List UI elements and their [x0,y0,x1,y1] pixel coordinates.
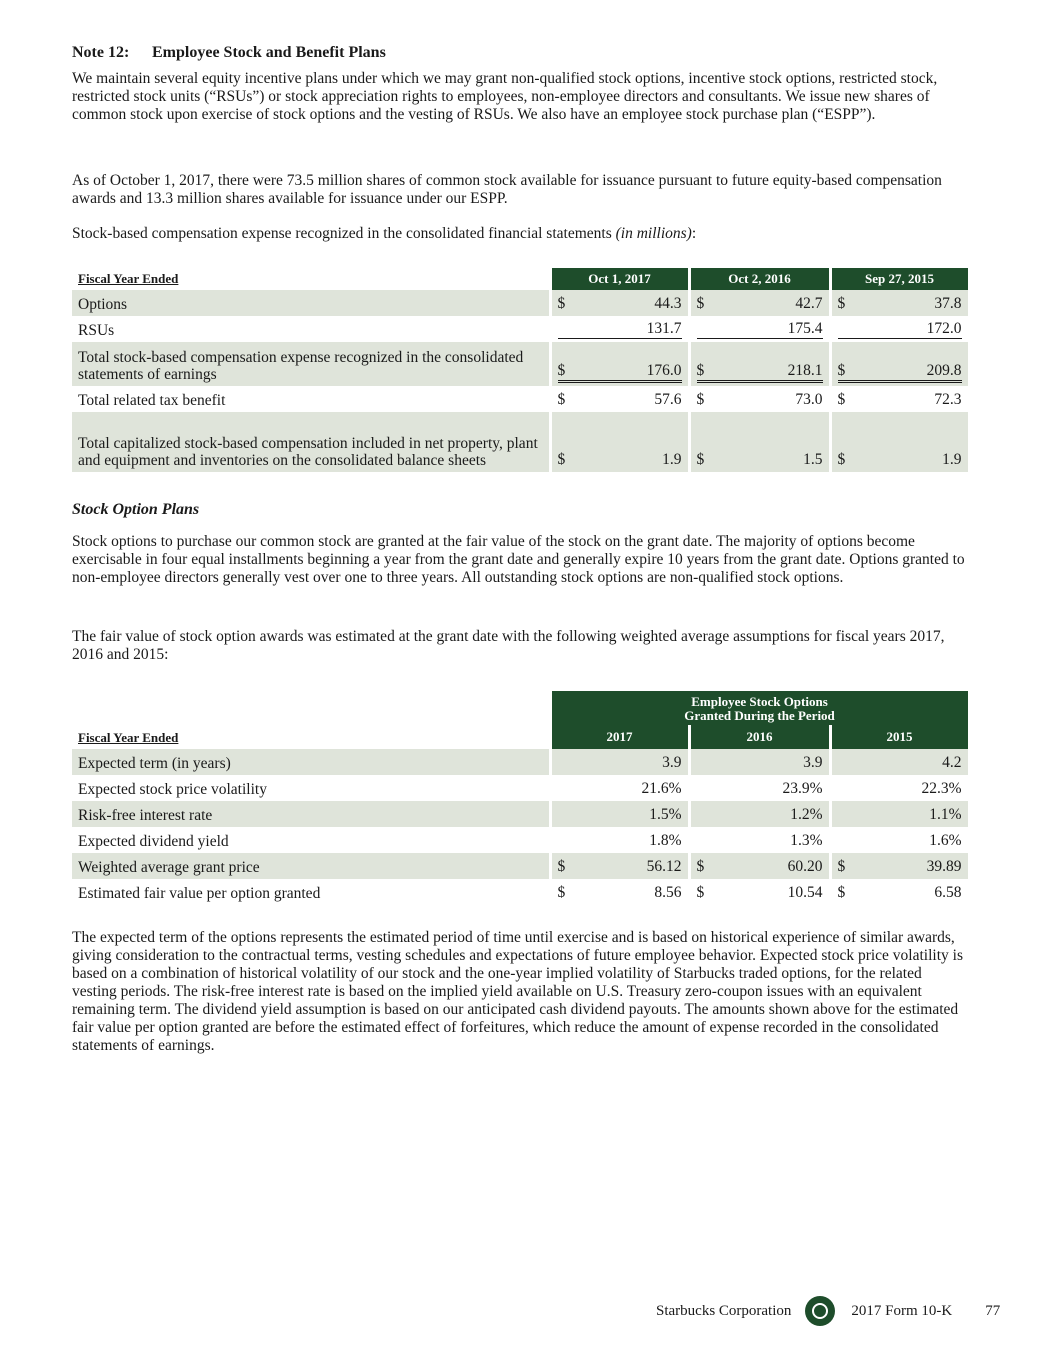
starbucks-logo-icon [805,1296,835,1326]
row-label: Risk-free interest rate [72,801,550,827]
expense-intro-text: Stock-based compensation expense recognized in the consolidated financial statements [72,225,616,242]
currency-symbol: $ [696,391,705,408]
cell-value: 3.9 [803,754,823,771]
table-row [72,386,969,412]
column-header: Sep 27, 2015 [830,268,969,290]
option-assumptions-table [72,691,971,905]
section-title: Stock Option Plans [72,501,200,518]
currency-symbol: $ [557,295,566,312]
column-header: 2016 [689,725,830,749]
currency-symbol: $ [837,884,846,901]
table-row [72,827,969,853]
row-label: Estimated fair value per option granted [78,885,321,902]
cell-value: 4.2 [942,754,962,771]
currency-symbol: $ [837,362,846,379]
cell-value: 39.89 [926,858,962,875]
cell-value: 6.58 [934,884,962,901]
cell-value: 1.9 [942,451,962,468]
cell-value: 57.6 [654,391,682,408]
table-row [72,290,969,316]
note-heading [72,44,386,62]
column-header: Oct 1, 2017 [550,268,689,290]
group-header-line2: Granted During the Period [684,708,835,723]
shares-available-paragraph: As of October 1, 2017, there were 73.5 million shares of common stock available for issuance pursuant to future equity-based compensation awards and 13.3 million shares available for issuance under our ESPP. [72,172,942,207]
row-label: RSUs [78,322,115,339]
note-title: Employee Stock and Benefit Plans [152,44,386,61]
fiscal-year-header: Fiscal Year Ended [78,271,179,286]
table-row [72,316,969,342]
cell-value: 42.7 [795,295,823,312]
footer-form: 2017 Form 10-K [851,1302,953,1319]
column-header: Oct 2, 2016 [689,268,830,290]
currency-symbol: $ [557,884,566,901]
currency-symbol: $ [837,858,846,875]
currency-symbol: $ [557,391,566,408]
cell-value: 1.9 [662,451,682,468]
page-number: 77 [985,1302,1001,1319]
row-label: Expected term (in years) [72,749,550,775]
expense-intro-colon: : [691,225,697,242]
table-row [72,853,969,879]
currency-symbol: $ [837,451,846,468]
currency-symbol: $ [696,451,705,468]
page-footer [656,1296,1000,1326]
currency-symbol: $ [696,295,705,312]
table-row [72,749,969,775]
expected-term-paragraph: The expected term of the options represents the estimated period of time until exercise and is based on historical experience of similar awards, giving consideration to the contractual terms, vesting schedules and expectations of future employee behavior. Expected stock price volatility is based on a combination of historical volatility of our stock and the one-year implied volatility of Starbucks traded options, for the related vesting periods. The risk-free interest rate is based on the implied yield available on U.S. Treasury zero-coupon issues with an equivalent remaining term. The dividend yield assumption is based on our anticipated cash dividend payouts. The amounts shown above for the estimated fair value per option granted are before the estimated effect of forfeitures, which reduce the amount of expense recorded in the consolidated statements of earnings. [72,929,963,1054]
units-note: (in millions) [615,225,692,242]
cell-value: 10.54 [787,884,823,901]
cell-value: 131.7 [646,320,682,337]
currency-symbol: $ [837,295,846,312]
currency-symbol: $ [557,362,566,379]
cell-value: 209.8 [926,362,962,379]
cell-value: 1.3% [790,832,823,849]
cell-value: 1.6% [929,832,962,849]
footer-company: Starbucks Corporation [656,1302,792,1319]
table-row [72,412,969,472]
cell-value: 72.3 [934,391,962,408]
table-row [72,775,969,801]
row-label: Expected dividend yield [78,833,229,850]
cell-value: 37.8 [934,295,962,312]
group-header-line1: Employee Stock Options [691,694,828,709]
row-label: Weighted average grant price [72,853,550,879]
table-row [72,342,969,386]
cell-value: 44.3 [654,295,682,312]
stock-option-paragraph: Stock options to purchase our common stock are granted at the fair value of the stock on the grant date. The majority of options become exercisable in four equal installments beginning a year from the grant date and generally expire 10 years from the grant date. Options granted to non-employee directors generally vest over one to three years. All outstanding stock options are non-qualified stock options. [72,533,965,586]
table-row [72,879,969,905]
cell-value: 175.4 [787,320,823,337]
row-label: Total stock-based compensation expense recognized in the consolidated statements of earnings [72,342,550,386]
cell-value: 60.20 [787,858,823,875]
cell-value: 23.9% [782,780,823,797]
currency-symbol: $ [696,362,705,379]
currency-symbol: $ [696,858,705,875]
column-header: 2017 [550,725,689,749]
currency-symbol: $ [557,858,566,875]
currency-symbol: $ [696,884,705,901]
cell-value: 176.0 [646,362,682,379]
cell-value: 1.5% [649,806,682,823]
cell-value: 3.9 [662,754,682,771]
group-header [550,691,969,725]
cell-value: 22.3% [921,780,962,797]
column-header: 2015 [830,725,969,749]
cell-value: 1.1% [929,806,962,823]
cell-value: 21.6% [641,780,682,797]
compensation-expense-table [72,268,971,472]
note-number: Note 12: [72,44,130,61]
cell-value: 73.0 [795,391,823,408]
row-label: Expected stock price volatility [78,781,267,798]
currency-symbol: $ [557,451,566,468]
currency-symbol: $ [837,391,846,408]
cell-value: 218.1 [787,362,823,379]
cell-value: 172.0 [926,320,962,337]
cell-value: 1.8% [649,832,682,849]
fair-value-intro-paragraph: The fair value of stock option awards was estimated at the grant date with the following weighted average assumptions for fiscal years 2017, 2016 and 2015: [72,628,945,663]
row-label: Total related tax benefit [78,392,226,409]
row-label: Options [72,290,550,316]
cell-value: 1.5 [803,451,823,468]
cell-value: 8.56 [654,884,682,901]
expense-intro-paragraph [72,225,968,243]
cell-value: 56.12 [646,858,682,875]
table-row [72,801,969,827]
fiscal-year-header: Fiscal Year Ended [78,730,179,745]
row-label: Total capitalized stock-based compensation included in net property, plant and equipment and inventories on the consolidated balance sheets [72,412,550,472]
intro-paragraph: We maintain several equity incentive plans under which we may grant non-qualified stock options, incentive stock options, restricted stock, restricted stock units (“RSUs”) or stock appreciation rights to employees, non-employee directors and consultants. We issue new shares of common stock upon exercise of stock options and the vesting of RSUs. We also have an employee stock purchase plan (“ESPP”). [72,70,938,123]
cell-value: 1.2% [790,806,823,823]
